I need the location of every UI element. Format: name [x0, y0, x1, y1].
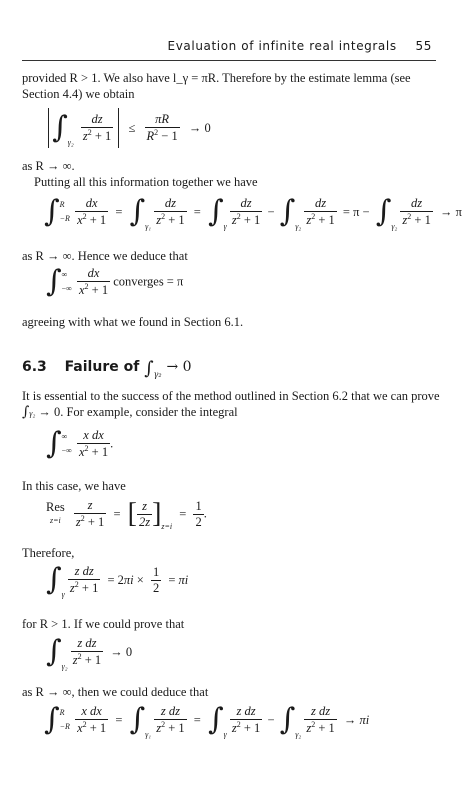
- paragraph-3: Putting all this information together we have: [34, 175, 258, 189]
- section-heading: 6.3 Failure of $\int_{\gamma_2} \to 0$: [22, 358, 192, 379]
- paragraph-6-line-2-text: → 0. For example, consider the integral: [38, 405, 238, 419]
- running-header: [0, 39, 432, 53]
- page-number: 55: [415, 39, 432, 53]
- paragraph-1-line-2: Section 4.4) we obtain: [22, 87, 135, 101]
- paragraph-8: Therefore,: [22, 546, 75, 560]
- paragraph-6-line-1: It is essential to the success of the method outlined in Section 6.2 that we can prove: [22, 389, 440, 403]
- section-number: 6.3: [22, 359, 47, 375]
- equation-converges: ∫ ∞ −∞ $\frac{dx}{x^2 + 1}$ converges = π: [46, 264, 184, 300]
- paragraph-9: for R > 1. If we could prove that: [22, 617, 185, 631]
- paragraph-7: In this case, we have: [22, 479, 126, 493]
- equation-combined: ∫ R −R $\frac{dx}{x^2 + 1}$ = $\int_{\gamma_1}$ $\frac{dz}{z^2 + 1}$ = $\int_\gamma$ $\frac{dz}{z^2 + 1}$ − $\int_{\gamma_2}$ $\frac{dz}{z^2 + 1}$ = $\pi - \int_{\gamma_2}$ $\frac{dz}{z^2 + 1}$ → π: [44, 194, 462, 231]
- paragraph-2: as R → ∞.: [22, 159, 75, 173]
- paragraph-4: as R → ∞. Hence we deduce that: [22, 249, 188, 263]
- paragraph-10: as R → ∞, then we could deduce that: [22, 685, 209, 699]
- equation-final: ∫ R −R $\frac{\text{x dx}}{x^2 + 1}$ = $\int_{\gamma_1}$ $\frac{\text{z dz}}{z^2 + 1}$ = $\int_\gamma$ $\frac{\text{z dz}}{z^2 + 1}$ − $\int_{\gamma_2}$ $\frac{\text{z dz}}{z^2 + 1}$ → πi: [44, 702, 370, 739]
- header-rule: [22, 60, 436, 61]
- running-title: Evaluation of infinite real integrals: [167, 39, 397, 53]
- paragraph-5: agreeing with what we found in Section 6.1.: [22, 315, 244, 329]
- equation-2pi-i: $\int_\gamma$ $\frac{\text{z dz}}{z^2 + 1}$ = 2πi × $\frac{1}{2}$ = πi: [46, 562, 189, 599]
- equation-gamma2-limit: $\int_{\gamma_2}$ $\frac{\text{z dz}}{z^2 + 1}$ → 0: [46, 634, 133, 671]
- section-title-tail: → 0: [166, 359, 192, 375]
- paragraph-6-line-2: ∫γ₂ → 0. For example, consider the integral: [22, 404, 238, 420]
- equation-estimate: $\int_{\gamma_2}$ $\frac{dz}{z^2 + 1}$ ≤ $\frac{\pi R}{R^2 - 1}$ → 0: [48, 108, 211, 158]
- equation-xdx: ∫ ∞ −∞ $\frac{\text{x dx}}{x^2 + 1}$ .: [46, 426, 114, 462]
- section-title: Failure of: [64, 359, 140, 375]
- paragraph-1-line-1: provided R > 1. We also have l_γ = πR. Therefore by the estimate lemma (see: [22, 71, 411, 85]
- equation-residue: Res z=i $\frac{z}{z^2 + 1}$ = [ $\frac{z}{2z}$ ]$_{z=i}$ = $\frac{1}{2}$ .: [46, 498, 207, 531]
- converges-text: converges = π: [113, 274, 184, 289]
